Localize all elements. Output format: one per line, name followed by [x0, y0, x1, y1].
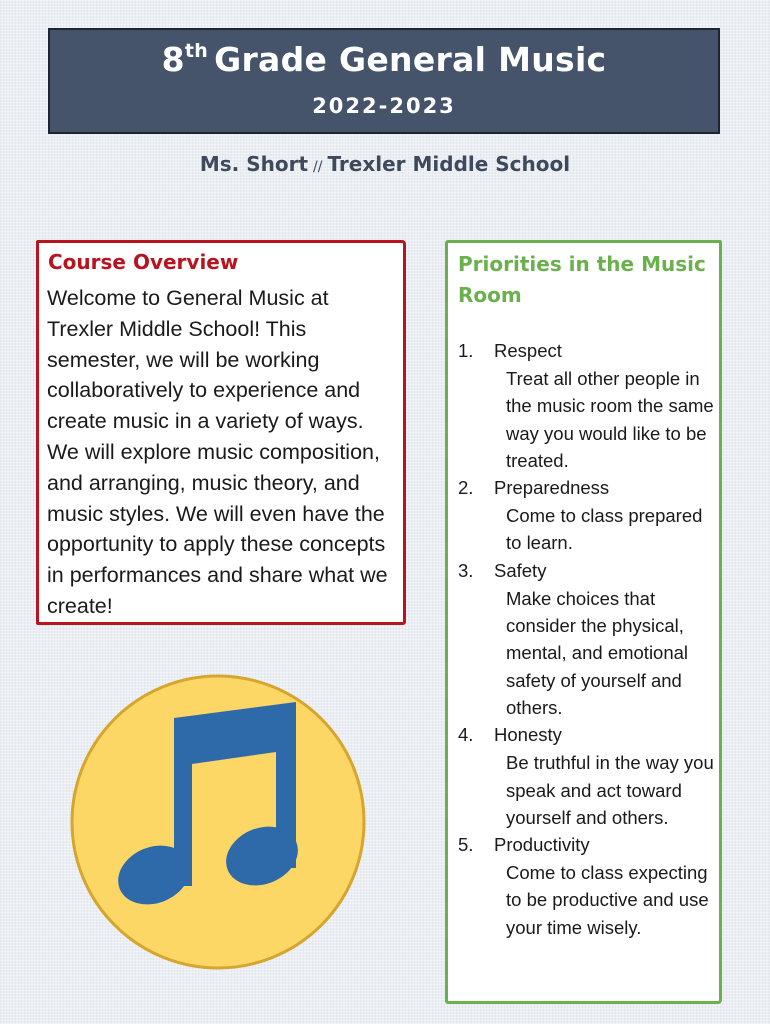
priority-number: 2.	[458, 477, 474, 499]
header-banner	[48, 28, 720, 134]
priority-description: Treat all other people in the music room the same way you would like to be treated.	[506, 368, 714, 471]
priority-title: Preparedness	[494, 477, 610, 499]
priority-description: Come to class expecting to be productive and use your time wisely.	[506, 862, 709, 938]
course-overview-text: Welcome to General Music at Trexler Middle School! This semester, we will be working collaboratively to experience and create music in a variety of ways. We will explore music composition, and arranging, music theory, and music styles. We will even have the opportunity to apply these concepts in performances and share what we create!	[47, 286, 388, 618]
priority-title: Productivity	[494, 834, 590, 856]
priorities-list	[448, 337, 719, 941]
priority-number: 5.	[458, 834, 474, 856]
priority-description: Be truthful in the way you speak and act toward yourself and others.	[506, 752, 714, 828]
page-title	[50, 40, 718, 79]
title-text: Grade General Music	[214, 40, 607, 79]
priorities-heading: Priorities in the Music Room	[458, 252, 706, 307]
music-note-icon	[70, 660, 370, 980]
priority-item-safety	[448, 557, 719, 721]
priority-item-honesty	[448, 721, 719, 831]
priority-description: Make choices that consider the physical, mental, and emotional safety of yourself and others.	[506, 587, 689, 718]
grade-number: 8	[161, 40, 185, 79]
priority-description: Come to class prepared to learn.	[506, 505, 703, 554]
music-note-illustration	[70, 660, 370, 980]
priority-item-preparedness	[448, 474, 719, 557]
course-overview-box	[36, 240, 406, 625]
school-name: Trexler Middle School	[327, 152, 571, 176]
course-overview-heading: Course Overview	[48, 250, 239, 274]
separator: //	[313, 159, 323, 175]
school-year: 2022-2023	[312, 94, 456, 118]
priority-item-productivity	[448, 831, 719, 941]
priority-item-respect	[448, 337, 719, 474]
priority-title: Honesty	[494, 724, 562, 746]
priorities-box	[445, 240, 722, 1004]
priority-title: Safety	[494, 559, 547, 581]
teacher-school-line	[0, 152, 770, 176]
priority-number: 4.	[458, 724, 474, 746]
grade-suffix: th	[184, 40, 209, 62]
priority-number: 3.	[458, 559, 474, 581]
priority-number: 1.	[458, 340, 474, 361]
priority-title: Respect	[494, 340, 562, 361]
teacher-name: Ms. Short	[199, 152, 309, 176]
